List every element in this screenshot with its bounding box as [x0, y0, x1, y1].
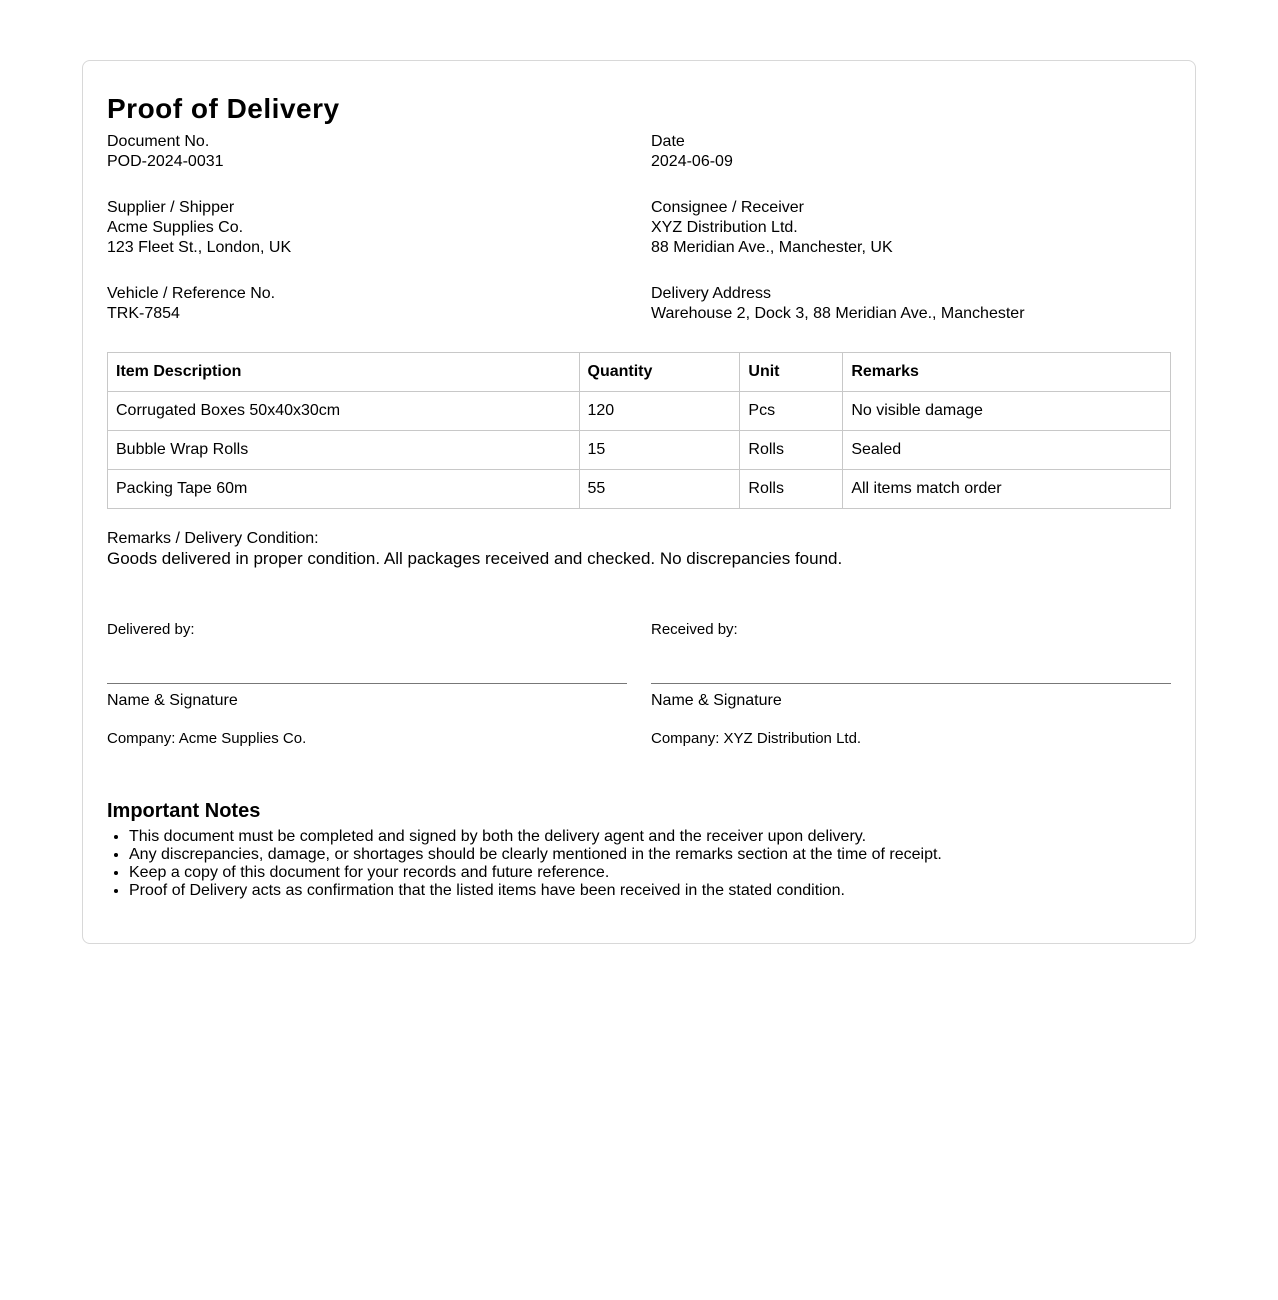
supplier-name: Acme Supplies Co. [107, 219, 244, 236]
cell-quantity: 120 [579, 392, 740, 431]
header-unit: Unit [740, 353, 843, 392]
cell-item-description: Packing Tape 60m [108, 470, 580, 509]
delivered-company: Company: Acme Supplies Co. [107, 730, 307, 747]
cell-quantity: 15 [579, 431, 740, 470]
document-number-label: Document No. [107, 133, 210, 150]
delivery-address-value: Warehouse 2, Dock 3, 88 Meridian Ave., Manchester [651, 305, 1025, 322]
vehicle-block [107, 284, 651, 324]
received-signature-caption: Name & Signature [651, 692, 782, 709]
info-grid [107, 132, 1171, 324]
header-remarks: Remarks [843, 353, 1171, 392]
list-item: • Keep a copy of this document for your records and future reference. [129, 864, 1171, 882]
cell-item-description: Bubble Wrap Rolls [108, 431, 580, 470]
cell-remarks: Sealed [843, 431, 1171, 470]
signature-section [107, 621, 1171, 747]
cell-quantity: 55 [579, 470, 740, 509]
supplier-block [107, 198, 651, 258]
document-number-block [107, 132, 651, 172]
table-row [108, 431, 1171, 470]
items-table [107, 352, 1171, 509]
cell-unit: Pcs [740, 392, 843, 431]
remarks-section [107, 529, 1171, 569]
page-title: Proof of Delivery [107, 93, 340, 124]
cell-item-description: Corrugated Boxes 50x40x30cm [108, 392, 580, 431]
received-company: Company: XYZ Distribution Ltd. [651, 730, 862, 747]
received-by-block [651, 621, 1171, 747]
list-item: • Proof of Delivery acts as confirmation that the listed items have been received in the stated condition. [129, 882, 1171, 900]
supplier-label: Supplier / Shipper [107, 199, 235, 216]
consignee-address: 88 Meridian Ave., Manchester, UK [651, 239, 893, 256]
table-row [108, 470, 1171, 509]
remarks-label: Remarks / Delivery Condition: [107, 530, 319, 547]
cell-remarks: No visible damage [843, 392, 1171, 431]
vehicle-label: Vehicle / Reference No. [107, 285, 276, 302]
document-number-value: POD-2024-0031 [107, 153, 224, 170]
cell-remarks: All items match order [843, 470, 1171, 509]
delivery-address-block [651, 284, 1171, 324]
vehicle-number: TRK-7854 [107, 305, 180, 322]
date-label: Date [651, 133, 685, 150]
delivered-by-block [107, 621, 627, 747]
list-item: • Any discrepancies, damage, or shortages should be clearly mentioned in the remarks section at the time of receipt. [129, 846, 1171, 864]
header-quantity: Quantity [579, 353, 740, 392]
consignee-name: XYZ Distribution Ltd. [651, 219, 798, 236]
cell-unit: Rolls [740, 470, 843, 509]
delivered-signature-line[interactable] [107, 674, 627, 684]
header-item-description: Item Description [108, 353, 580, 392]
cell-unit: Rolls [740, 431, 843, 470]
list-item: • This document must be completed and signed by both the delivery agent and the receiver upon delivery. [129, 828, 1171, 846]
received-signature-line[interactable] [651, 674, 1171, 684]
consignee-block [651, 198, 1171, 258]
consignee-label: Consignee / Receiver [651, 199, 804, 216]
document-card [82, 60, 1196, 944]
supplier-address: 123 Fleet St., London, UK [107, 239, 292, 256]
notes-title: Important Notes [107, 800, 261, 822]
notes-list [107, 828, 1171, 900]
delivery-address-label: Delivery Address [651, 285, 772, 302]
date-block [651, 132, 1171, 172]
delivered-by-label: Delivered by: [107, 621, 195, 638]
remarks-text: Goods delivered in proper condition. All packages received and checked. No discrepancies found. [107, 549, 843, 568]
received-by-label: Received by: [651, 621, 738, 638]
date-value: 2024-06-09 [651, 153, 733, 170]
table-header-row [108, 353, 1171, 392]
table-row [108, 392, 1171, 431]
delivered-signature-caption: Name & Signature [107, 692, 238, 709]
